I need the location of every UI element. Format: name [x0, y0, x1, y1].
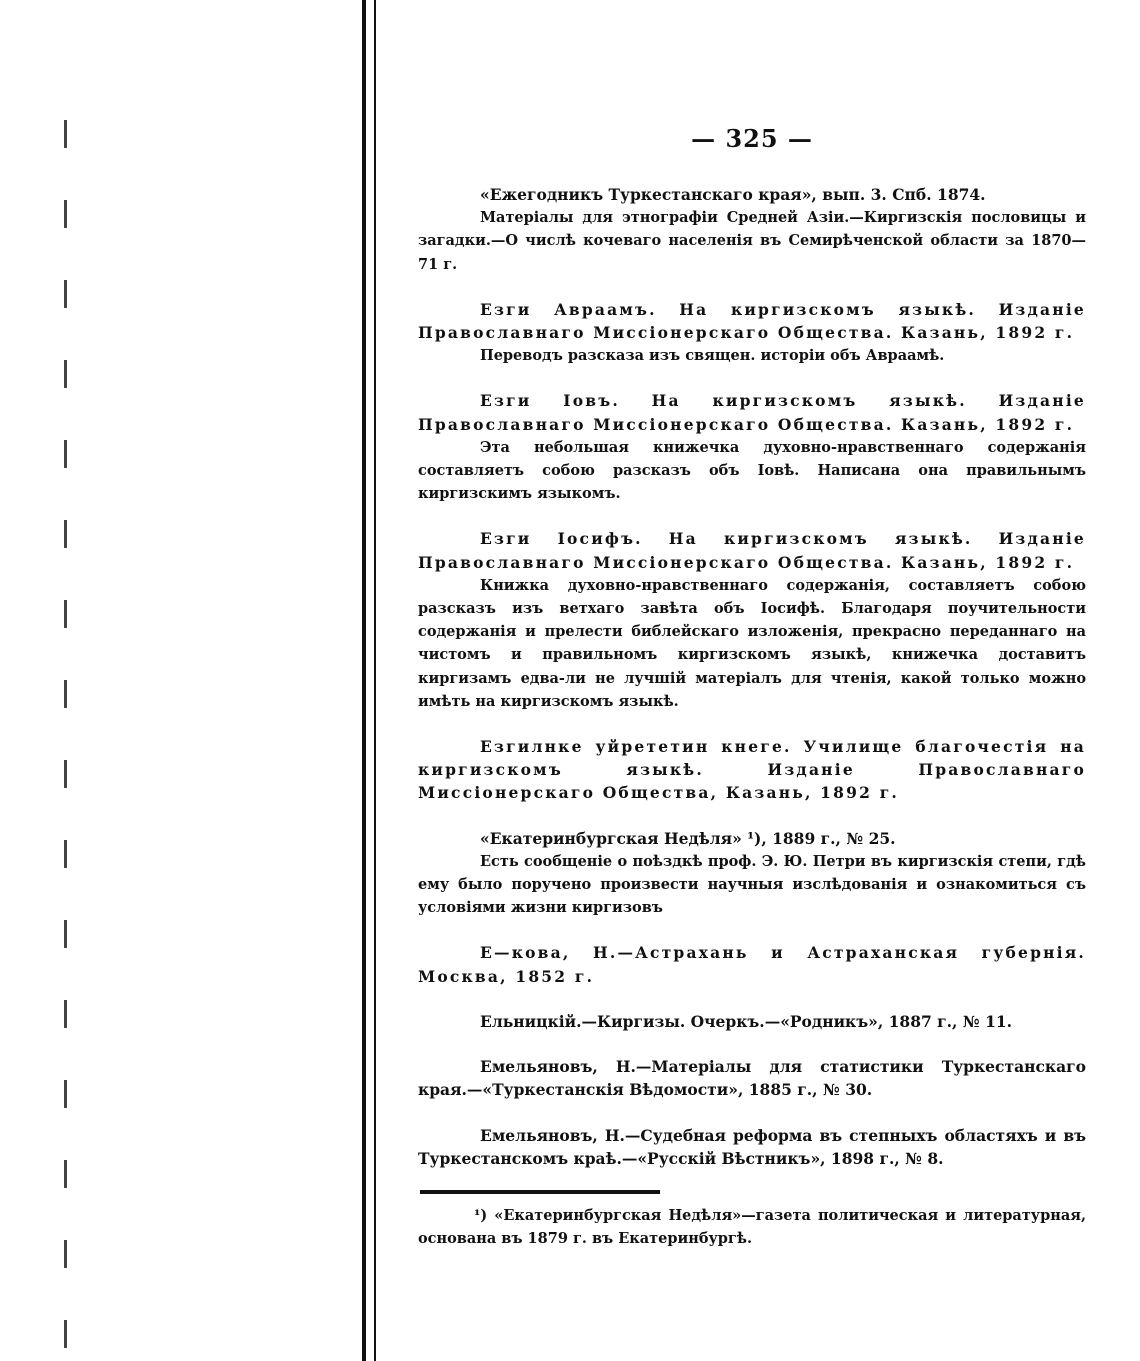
page-edge-shadow	[64, 120, 67, 1350]
entry-heading: Езги Іовъ. На киргизскомъ языкѣ. Изданіе Православнаго Миссіонерскаго Общества. Казань, 1892 г.	[418, 391, 1086, 434]
bibliography-entry	[418, 941, 1086, 987]
bibliography-entry	[418, 1055, 1086, 1101]
book-spine	[362, 0, 376, 1361]
page-number: — 325 —	[691, 124, 813, 153]
bibliography-entry	[418, 389, 1086, 505]
bibliography-entry	[418, 298, 1086, 368]
footnote-rule	[420, 1190, 660, 1194]
entry-heading: Езги Авраамъ. На киргизскомъ языкѣ. Изданіе Православнаго Миссіонерскаго Общества. Казань, 1892 г.	[418, 299, 1086, 343]
entry-annotation: Есть сообщеніе о поѣздкѣ проф. Э. Ю. Петри въ киргизскія степи, гдѣ ему было поручено произвести научныя изслѣдованія и ознакомиться съ условіями жизни киргизовъ	[418, 852, 1086, 917]
entry-heading: Емельяновъ, Н.—Судебная реформа въ степныхъ областяхъ и въ Туркестанскомъ краѣ.—«Русскій Вѣстникъ», 1898 г., № 8.	[418, 1125, 1086, 1168]
bibliography-entry	[418, 527, 1086, 713]
bibliography-entry	[418, 1010, 1086, 1033]
bibliography-entry	[418, 183, 1086, 276]
entry-heading: Емельяновъ, Н.—Матеріалы для статистики Туркестанскаго края.—«Туркестанскія Вѣдомости», 1885 г., № 30.	[418, 1057, 1086, 1100]
entry-heading: «Ежегодникъ Туркестанскаго края», вып. 3. Спб. 1874.	[480, 185, 986, 204]
entry-heading: Ельницкій.—Киргизы. Очеркъ.—«Родникъ», 1887 г., № 11.	[480, 1011, 1013, 1031]
entry-annotation: Переводъ разсказа изъ священ. исторіи объ Авраамѣ.	[480, 347, 945, 365]
entry-annotation: Матеріалы для этнографіи Средней Азіи.—Киргизскія пословицы и загадки.—О числѣ кочеваго населенія въ Семирѣченской области за 1870—71 г.	[418, 209, 1086, 273]
page-content	[418, 124, 1086, 1250]
footnote: ¹) «Екатеринбургская Недѣля»—газета политическая и литературная, основана въ 1879 г. въ Екатеринбургѣ.	[418, 1206, 1086, 1247]
bibliography-entry	[418, 1124, 1086, 1170]
entry-heading: Е—кова, Н.—Астрахань и Астраханская губернія. Москва, 1852 г.	[418, 943, 1086, 986]
bibliography-entry	[418, 735, 1086, 805]
entry-annotation: Книжка духовно-нравственнаго содержанія, составляетъ собою разсказъ изъ ветхаго завѣта объ Іосифѣ. Благодаря поучительности содержанія и прелести библейскаго изложенія, прекрасно переданнаго на чистомъ и правильномъ киргизскомъ языкѣ, книжечка доставитъ киргизамъ едва-ли не лучшій матеріалъ для чтенія, какой только можно имѣть на киргизскомъ языкѣ.	[418, 576, 1086, 710]
bibliography-entry	[418, 827, 1086, 920]
entry-heading: Езги Іосифъ. На киргизскомъ языкѣ. Изданіе Православнаго Миссіонерскаго Общества. Казань, 1892 г.	[418, 529, 1086, 572]
entry-annotation: Эта небольшая книжечка духовно-нравственнаго содержанія составляетъ собою разсказъ объ Іовѣ. Написана она правильнымъ киргизскимъ языкомъ.	[418, 438, 1086, 503]
entry-heading: Езгилнке уйрететин кнеге. Училище благочестія на киргизскомъ языкѣ. Изданіе Православнаго Миссіонерскаго Общества, Казань, 1892 г.	[418, 737, 1086, 803]
entry-heading: «Екатеринбургская Недѣля» ¹), 1889 г., № 25.	[480, 828, 896, 848]
